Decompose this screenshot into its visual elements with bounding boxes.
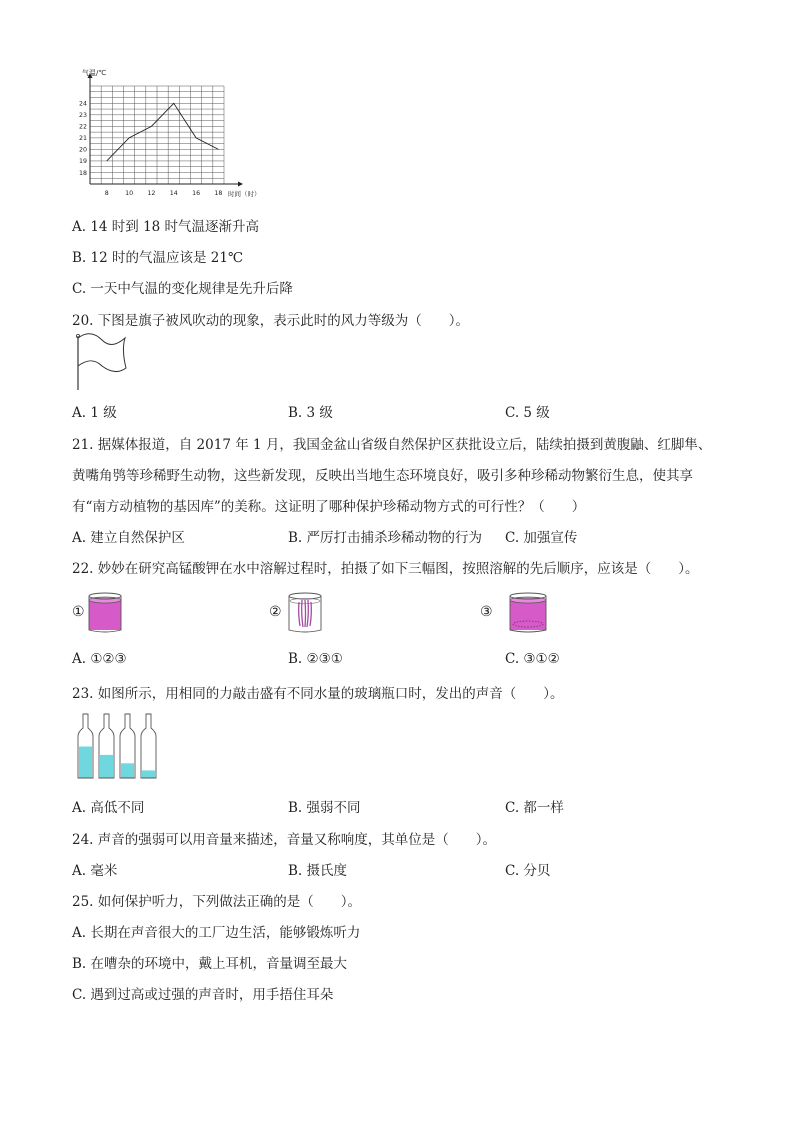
q24-stem: 24. 声音的强弱可以用音量来描述，音量又称响度，其单位是（ ）。 [72,832,497,848]
q20-stem: 20. 下图是旗子被风吹动的现象，表示此时的风力等级为（ ）。 [72,313,470,329]
q21-option-a[interactable]: A. 建立自然保护区 [72,530,185,546]
q21-option-c[interactable]: C. 加强宣传 [505,530,578,546]
y-tick-label: 21 [78,135,87,143]
q24-option-b[interactable]: B. 摄氏度 [288,863,348,879]
x-axis-arrow [238,182,243,187]
q24-option-a[interactable]: A. 毫米 [72,863,118,879]
flag-cloth [78,334,126,372]
beaker-label-3: ③ [480,604,493,620]
q22-stem: 22. 妙妙在研究高锰酸钾在水中溶解过程时，拍摄了如下三幅图，按照溶解的先后顺序，应该是（ ）。 [72,561,699,577]
glass-bottles-image [76,712,160,782]
y-tick-label: 24 [78,100,87,108]
q25-option-b[interactable]: B. 在嘈杂的环境中，戴上耳机，音量调至最大 [72,956,348,972]
q23-option-c[interactable]: C. 都一样 [505,800,564,816]
q22-option-c[interactable]: C. ③①② [505,651,560,667]
q22-option-b[interactable]: B. ②③① [288,651,343,667]
y-tick-label: 18 [78,169,87,177]
x-tick-label: 10 [125,190,134,197]
bottle-water [142,770,155,778]
x-tick-label: 16 [192,190,201,197]
x-axis-label: 时间（时） [228,190,261,198]
q20-option-a[interactable]: A. 1 级 [72,405,117,421]
bottle-water [79,747,92,779]
y-tick-label: 20 [78,146,87,154]
glass-bottle [141,714,156,778]
q21-stem-line2: 黄嘴角鸮等珍稀野生动物，这些新发现，反映出当地生态环境良好，吸引多种珍稀动物繁衍生息，使其享 [72,468,693,484]
y-tick-label: 23 [78,112,87,120]
q20-option-b[interactable]: B. 3 级 [288,405,333,421]
bottle-outline [141,714,156,778]
y-tick-label: 19 [78,158,87,166]
x-tick-label: 18 [214,190,223,197]
bottle-water [121,763,134,778]
q21-stem-line1: 21. 据媒体报道，自 2017 年 1 月，我国金盆山省级自然保护区获批设立后，陆续拍摄到黄腹鼬、红脚隼、 [72,437,712,453]
glass-bottle [78,714,93,778]
beaker-1-image [86,592,126,634]
q23-option-b[interactable]: B. 强弱不同 [288,800,361,816]
x-tick-label: 14 [169,190,178,197]
q21-stem-line3: 有“南方动植物的基因库”的美称。这证明了哪种保护珍稀动物方式的可行性？（ ） [72,499,586,515]
q19-option-c[interactable]: C. 一天中气温的变化规律是先升后降 [72,281,293,297]
q19-option-b[interactable]: B. 12 时的气温应该是 21℃ [72,250,244,266]
x-tick-label: 8 [104,190,109,197]
glass-bottle [99,714,114,778]
beaker-2-image [286,592,326,634]
temperature-line-chart [70,66,270,206]
beaker-label-2: ② [269,604,282,620]
q23-stem: 23. 如图所示，用相同的力敲击盛有不同水量的玻璃瓶口时，发出的声音（ ）。 [72,686,564,702]
beaker-label-1: ① [72,604,85,620]
q25-stem: 25. 如何保护听力，下列做法正确的是（ ）。 [72,894,362,910]
q22-option-a[interactable]: A. ①②③ [72,651,127,667]
y-axis-label: 气温/℃ [82,69,107,77]
y-tick-label: 22 [78,123,87,131]
q24-option-c[interactable]: C. 分贝 [505,863,551,879]
bottle-water [100,755,113,778]
x-tick-label: 12 [147,190,156,197]
q19-option-a[interactable]: A. 14 时到 18 时气温逐渐升高 [72,219,260,235]
beaker-3-image [507,592,551,634]
q25-option-a[interactable]: A. 长期在声音很大的工厂边生活，能够锻炼听力 [72,925,361,941]
q23-option-a[interactable]: A. 高低不同 [72,800,145,816]
flag-image [72,330,132,392]
q20-option-c[interactable]: C. 5 级 [505,405,550,421]
glass-bottle [120,714,135,778]
q25-option-c[interactable]: C. 遇到过高或过强的声音时，用手捂住耳朵 [72,987,334,1003]
q21-option-b[interactable]: B. 严厉打击捕杀珍稀动物的行为 [288,530,483,546]
